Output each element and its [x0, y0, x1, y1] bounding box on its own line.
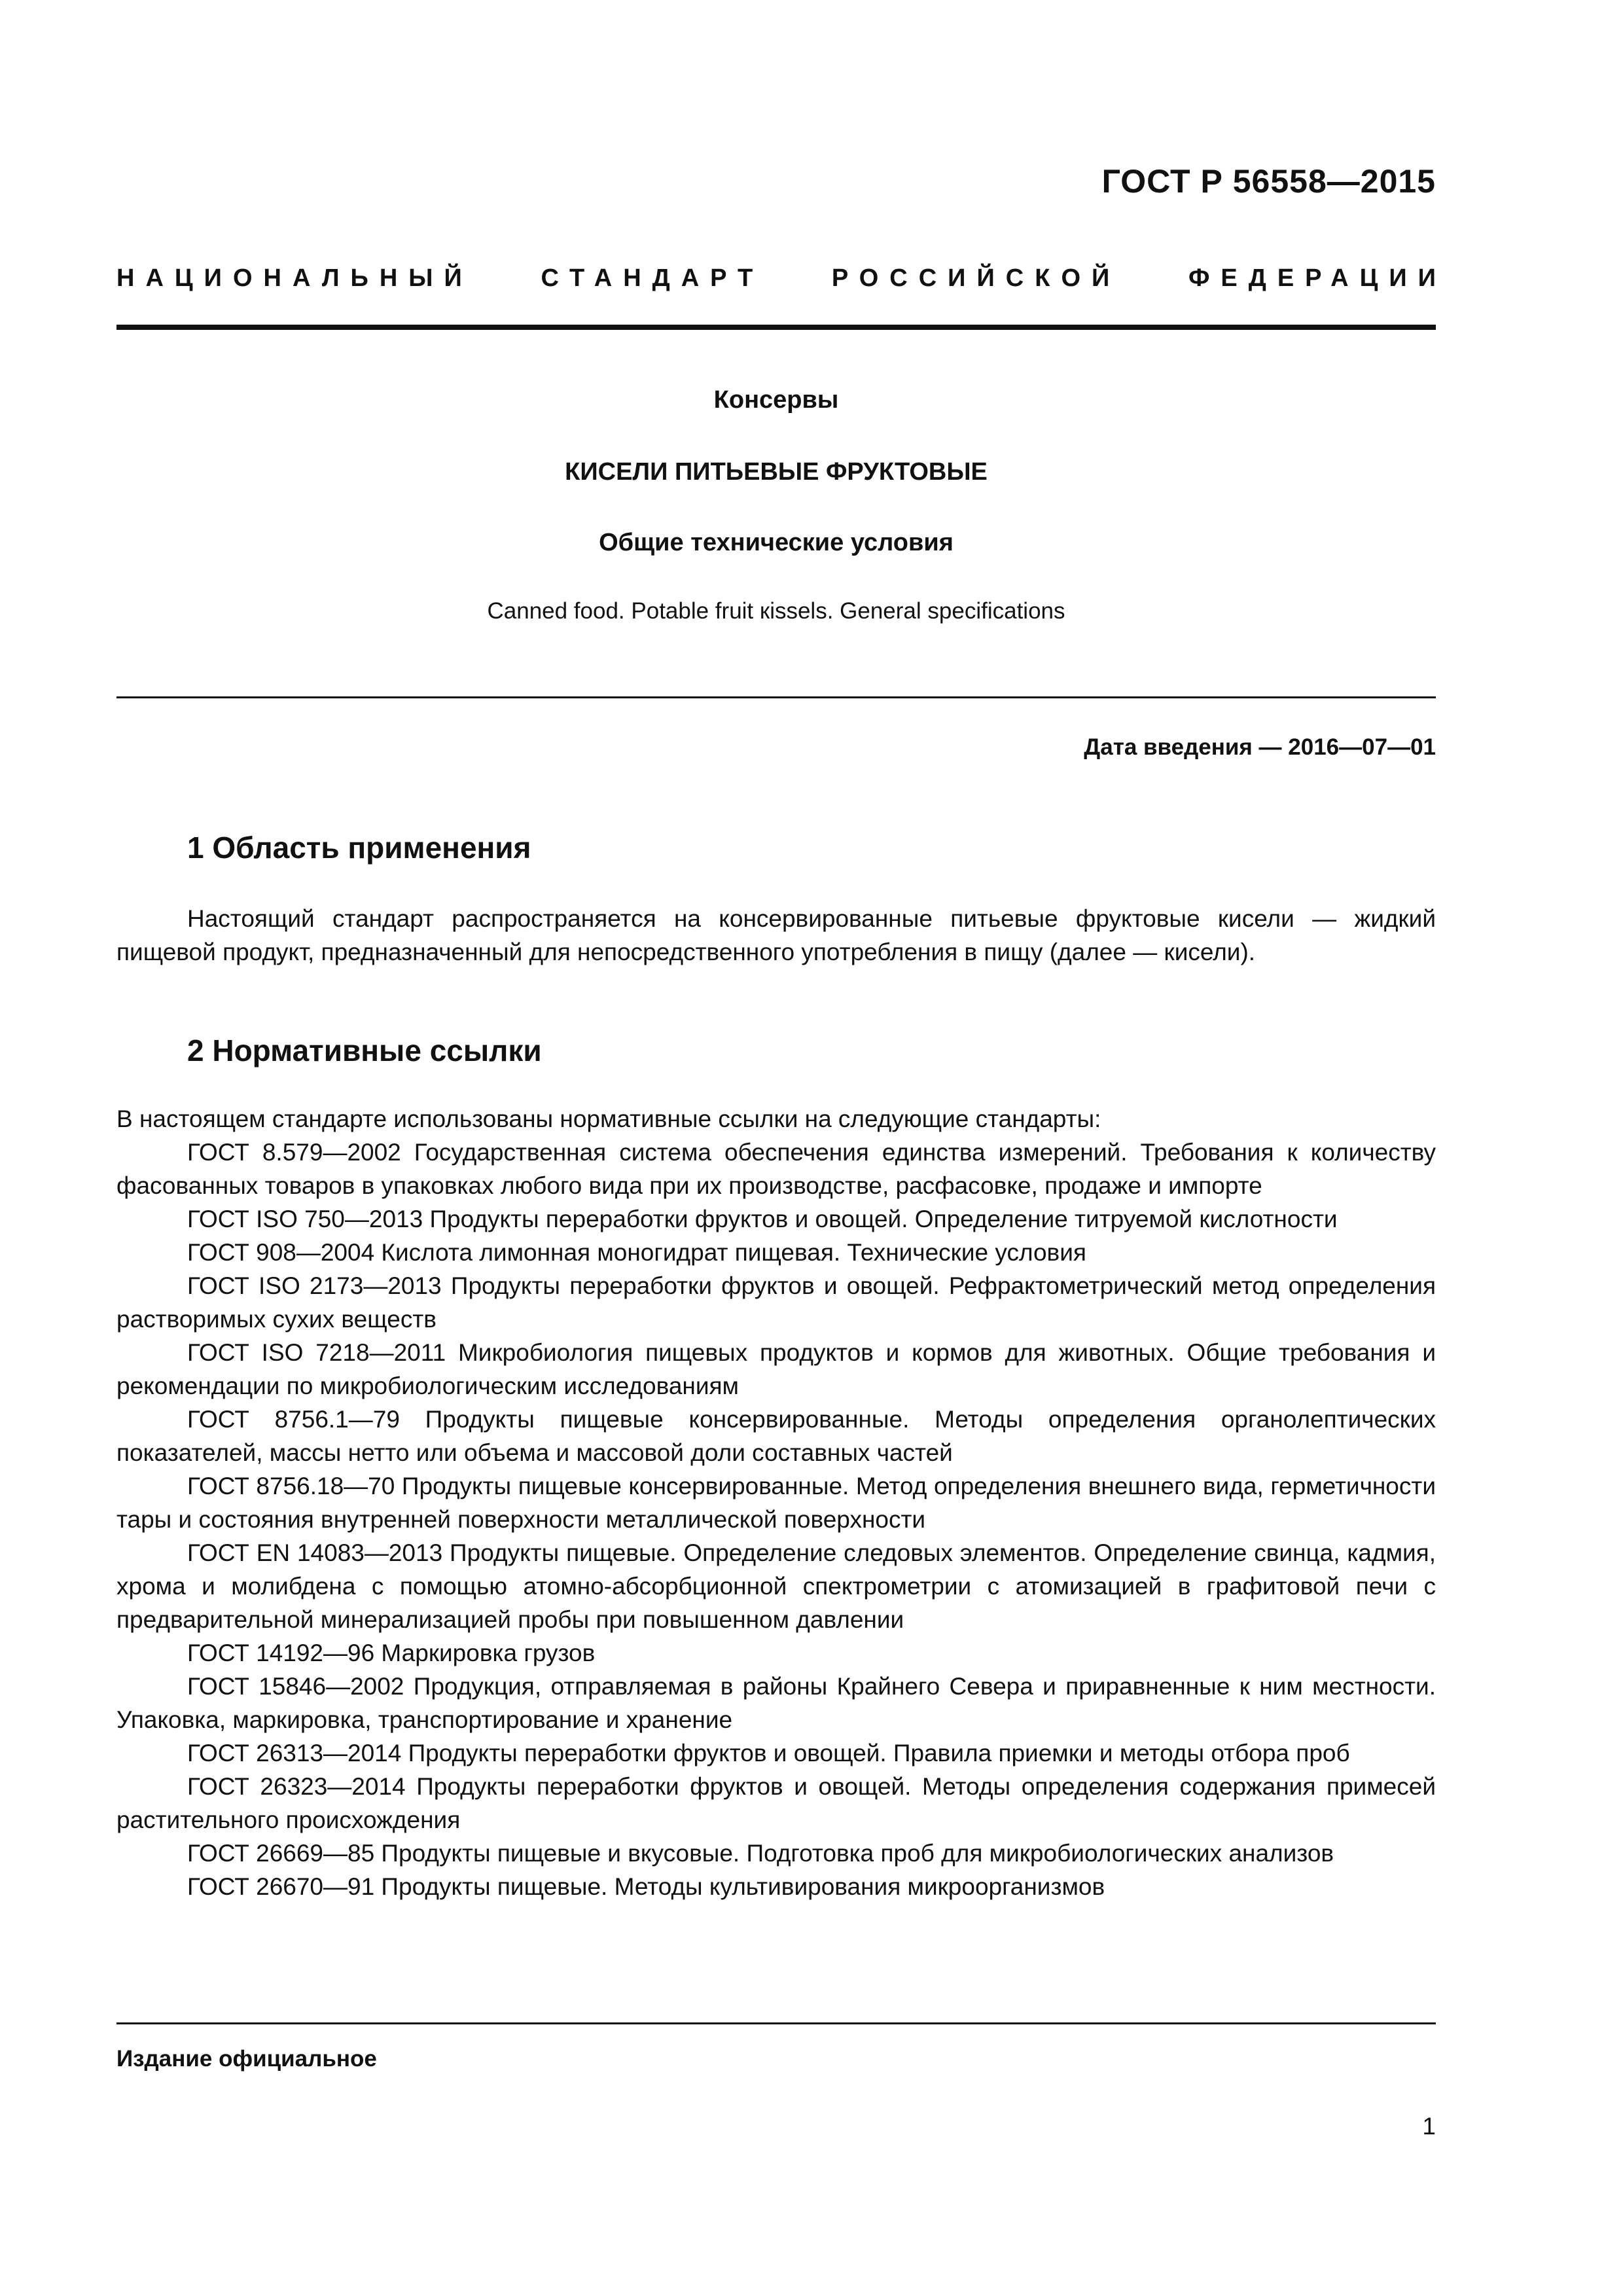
document-title: КИСЕЛИ ПИТЬЕВЫЕ ФРУКТОВЫЕ	[565, 458, 988, 486]
reference-item: ГОСТ 8.579—2002 Государственная система обеспечения единства измерений. Требования к количеству фасованных товаров в упаковках любого вида при их производстве, расфасовке, продаже и импорте	[116, 1139, 1436, 1199]
reference-item: ГОСТ 14192—96 Маркировка грузов	[187, 1640, 596, 1666]
reference-item: ГОСТ EN 14083—2013 Продукты пищевые. Определение следовых элементов. Определение свинца, кадмия, хрома и молибдена с помощью атомно-абсорбционной спектрометрии с атомизацией в графитовой печи с предварительной минерализацией пробы при повышенном давлении	[116, 1539, 1436, 1633]
normative-references-list	[116, 1102, 1436, 1903]
page-number: 1	[1422, 2113, 1436, 2140]
section-2-heading: 2 Нормативные ссылки	[187, 1033, 542, 1067]
title-divider	[116, 696, 1436, 698]
section-1-heading: 1 Область применения	[187, 831, 531, 865]
reference-item: ГОСТ 26669—85 Продукты пищевые и вкусовые. Подготовка проб для микробиологических анализов	[187, 1840, 1334, 1867]
category-title: Консервы	[713, 386, 839, 414]
reference-item: ГОСТ ISO 2173—2013 Продукты переработки фруктов и овощей. Рефрактометрический метод определения растворимых сухих веществ	[116, 1272, 1436, 1333]
english-title: Canned food. Potable fruit кissels. General specifications	[487, 598, 1065, 624]
banner-word: РОССИЙСКОЙ	[831, 264, 1121, 292]
banner-word: НАЦИОНАЛЬНЫЙ	[116, 264, 473, 292]
footer-divider	[116, 2022, 1436, 2024]
reference-item: ГОСТ ISO 750—2013 Продукты переработки фруктов и овощей. Определение титруемой кислотности	[187, 1206, 1338, 1232]
references-intro: В настоящем стандарте использованы нормативные ссылки на следующие стандарты:	[116, 1105, 1101, 1132]
national-standard-banner	[116, 264, 1447, 293]
section-1-text: Настоящий стандарт распространяется на консервированные питьевые фруктовые кисели — жидкий пищевой продукт, предназначенный для непосредственного употребления в пищу (далее — кисели).	[116, 905, 1436, 965]
banner-word: СТАНДАРТ	[541, 264, 764, 292]
reference-item: ГОСТ 26670—91 Продукты пищевые. Методы культивирования микроорганизмов	[187, 1873, 1105, 1900]
reference-item: ГОСТ 908—2004 Кислота лимонная моногидрат пищевая. Технические условия	[187, 1239, 1086, 1266]
reference-item: ГОСТ 8756.18—70 Продукты пищевые консервированные. Метод определения внешнего вида, герметичности тары и состояния внутренней поверхности металлической поверхности	[116, 1473, 1436, 1533]
standard-number: ГОСТ Р 56558—2015	[1101, 163, 1436, 200]
reference-item: ГОСТ 15846—2002 Продукция, отправляемая в районы Крайнего Севера и приравненные к ним местности. Упаковка, маркировка, транспортирование и хранение	[116, 1673, 1436, 1733]
reference-item: ГОСТ 8756.1—79 Продукты пищевые консервированные. Методы определения органолептических показателей, массы нетто или объема и массовой доли составных частей	[116, 1406, 1436, 1466]
reference-item: ГОСТ ISO 7218—2011 Микробиология пищевых продуктов и кормов для животных. Общие требования и рекомендации по микробиологическим исследованиям	[116, 1339, 1436, 1399]
banner-word: ФЕДЕРАЦИИ	[1188, 264, 1447, 292]
official-edition-label: Издание официальное	[116, 2046, 377, 2072]
document-subtitle: Общие технические условия	[599, 529, 954, 556]
reference-item: ГОСТ 26323—2014 Продукты переработки фруктов и овощей. Методы определения содержания примесей растительного происхождения	[116, 1773, 1436, 1833]
header-divider-thick	[116, 325, 1436, 330]
reference-item: ГОСТ 26313—2014 Продукты переработки фруктов и овощей. Правила приемки и методы отбора проб	[187, 1740, 1350, 1767]
introduction-date: Дата введения — 2016—07—01	[1084, 734, 1436, 760]
